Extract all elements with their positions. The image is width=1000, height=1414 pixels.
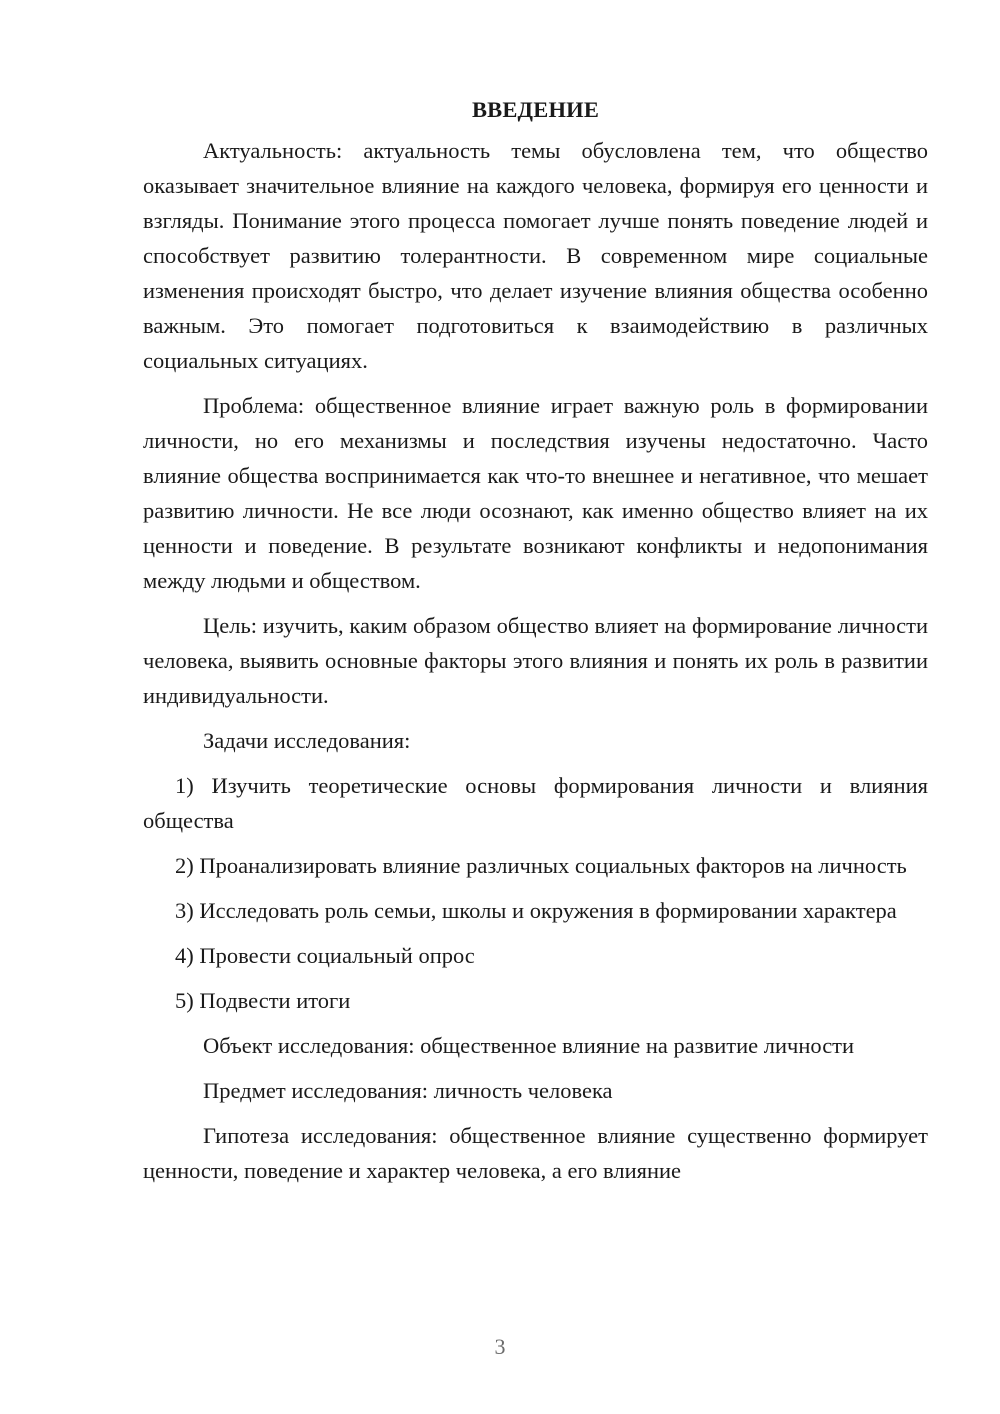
page-number: 3 — [494, 1334, 506, 1359]
research-object: Объект исследования: общественное влияние на развитие личности — [203, 1033, 855, 1058]
goal-paragraph: Цель: изучить, каким образом общество влияет на формирование личности человека, выявить основные факторы этого влияния и понять их роль в развитии индивидуальности. — [143, 613, 928, 708]
relevance-paragraph: Актуальность: актуальность темы обусловлена тем, что общество оказывает значительное влияние на каждого человека, формируя его ценности и взгляды. Понимание этого процесса помогает лучше понять поведение людей и способствует развитию толерантности. В современном мире социальные изменения происходят быстро, что делает изучение влияния общества особенно важным. Это помогает подготовиться к взаимодействию в различных социальных ситуациях. — [143, 138, 928, 373]
tasks-heading: Задачи исследования: — [203, 728, 411, 753]
problem-paragraph: Проблема: общественное влияние играет важную роль в формировании личности, но его механизмы и последствия изучены недостаточно. Часто влияние общества воспринимается как что-то внешнее и негативное, что мешает развитию личности. Не все люди осознают, как именно общество влияет на их ценности и поведение. В результате возникают конфликты и недопонимания между людьми и обществом. — [143, 393, 928, 593]
section-title: ВВЕДЕНИЕ — [471, 97, 600, 122]
task-item: 2) Проанализировать влияние различных социальных факторов на личность — [175, 853, 907, 878]
page-content — [143, 92, 928, 1198]
research-hypothesis: Гипотеза исследования: общественное влияние существенно формирует ценности, поведение и характер человека, а его влияние — [143, 1123, 928, 1183]
task-item: 3) Исследовать роль семьи, школы и окружения в формировании характера — [175, 898, 897, 923]
task-item: 5) Подвести итоги — [175, 988, 351, 1013]
task-item: 1) Изучить теоретические основы формирования личности и влияния общества — [143, 773, 928, 833]
task-item: 4) Провести социальный опрос — [175, 943, 475, 968]
research-subject: Предмет исследования: личность человека — [203, 1078, 613, 1103]
